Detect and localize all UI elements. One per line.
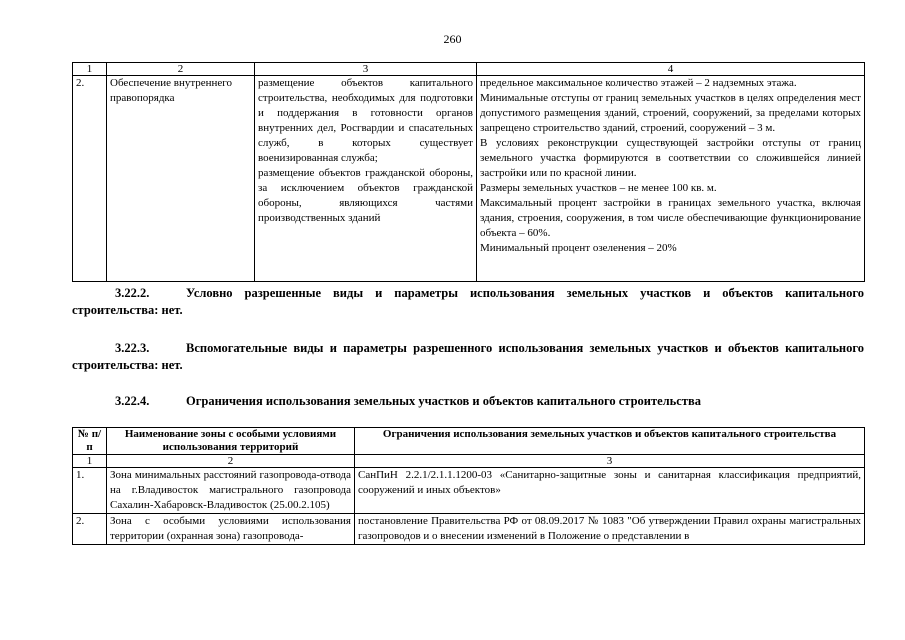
table-header-row (73, 428, 865, 455)
table-row (73, 76, 865, 282)
use-name: Обеспечение внутреннего правопорядка (107, 76, 255, 282)
restriction-text: постановление Правительства РФ от 08.09.2017 № 1083 "Об утверждении Правил охраны магистральных газопроводов и о внесении изменений в Положение о представлении в (355, 514, 865, 545)
parameter-line: Минимальный процент озеленения – 20% (480, 242, 677, 254)
header-number: № п/п (73, 428, 107, 455)
permitted-uses-table (72, 62, 865, 282)
row-number: 2. (73, 514, 107, 545)
section-number: 3.22.3. (115, 341, 150, 355)
header-restrictions: Ограничения использования земельных участков и объектов капитального строительства (355, 428, 865, 455)
restrictions-table (72, 427, 865, 545)
section-text: Вспомогательные виды и параметры разрешенного использования земельных участков и объектов капитального строительства: нет. (72, 341, 864, 372)
table-column-numbers (73, 455, 865, 468)
section-text: Условно разрешенные виды и параметры использования земельных участков и объектов капитального строительства: нет. (72, 286, 864, 317)
parameter-line: Минимальные отступы от границ земельных участков в целях определения мест допустимого размещения зданий, строений, сооружений, за пределами которых запрещено строительство зданий, строений, сооружений – 3 м. (480, 92, 861, 134)
column-number: 2 (107, 455, 355, 468)
use-description-line: размещение объектов капитального строительства, необходимых для подготовки и поддержания в готовности органов внутренних дел, Росгвардии и спасательных служб, в которых существует военизированная служба; (258, 77, 473, 164)
parameter-line: В условиях реконструкции существующей застройки отступы от границ земельного участка формируются в соответствии со сложившейся линией застройки или по красной линии. (480, 137, 861, 179)
column-number: 1 (73, 63, 107, 76)
section-number: 3.22.2. (115, 286, 150, 300)
table-row (73, 514, 865, 545)
section-number: 3.22.4. (115, 394, 150, 408)
parameter-line: Максимальный процент застройки в границах земельного участка, включая здания, строения, сооружения, в том числе обеспечивающие функционирование объекта – 60%. (480, 197, 861, 239)
section-heading (72, 285, 864, 319)
column-number: 3 (355, 455, 865, 468)
section-heading (72, 393, 864, 410)
zone-name: Зона с особыми условиями использования территории (охранная зона) газопровода- (107, 514, 355, 545)
table-row (73, 468, 865, 514)
zone-name: Зона минимальных расстояний газопровода-отвода на г.Владивосток магистрального газопровода Сахалин-Хабаровск-Владивосток (25.00.2.105) (107, 468, 355, 514)
restriction-text: СанПиН 2.2.1/2.1.1.1200-03 «Санитарно-защитные зоны и санитарная классификация предприятий, сооружений и иных объектов» (355, 468, 865, 514)
column-number: 2 (107, 63, 255, 76)
use-description-line: размещение объектов гражданской обороны, за исключением объектов гражданской обороны, являющихся частями производственных зданий (258, 167, 473, 224)
column-number: 1 (73, 455, 107, 468)
page-number: 260 (443, 32, 462, 46)
use-parameters (477, 76, 865, 282)
use-description (255, 76, 477, 282)
row-number: 1. (73, 468, 107, 514)
header-zone: Наименование зоны с особыми условиями использования территорий (107, 428, 355, 455)
table-column-numbers (73, 63, 865, 76)
parameter-line: Размеры земельных участков – не менее 100 кв. м. (480, 182, 717, 194)
column-number: 4 (477, 63, 865, 76)
parameter-line: предельное максимальное количество этажей – 2 надземных этажа. (480, 77, 797, 89)
column-number: 3 (255, 63, 477, 76)
section-text: Ограничения использования земельных участков и объектов капитального строительства (186, 394, 701, 408)
row-number: 2. (73, 76, 107, 282)
section-heading (72, 340, 864, 374)
